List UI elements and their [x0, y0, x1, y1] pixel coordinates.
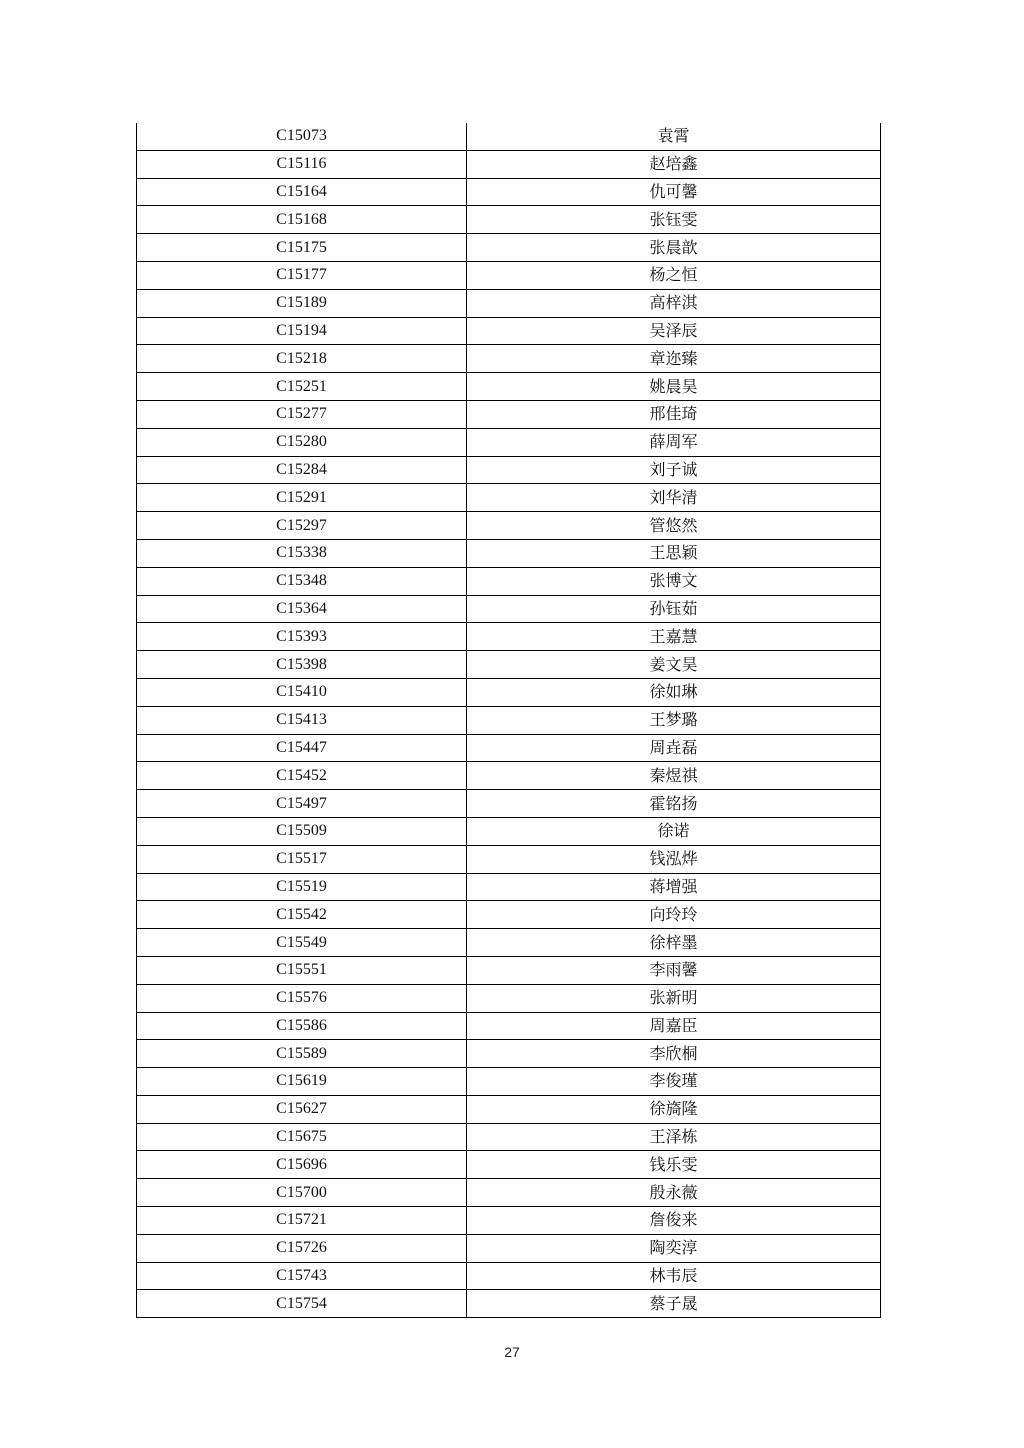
student-name-cell: 霍铭扬 [467, 790, 881, 818]
student-id-cell: C15619 [137, 1068, 467, 1096]
table-row [137, 1123, 881, 1151]
student-id-cell: C15194 [137, 317, 467, 345]
table-row [137, 1068, 881, 1096]
student-id-cell: C15073 [137, 123, 467, 150]
student-id-cell: C15277 [137, 400, 467, 428]
student-id-cell: C15509 [137, 817, 467, 845]
student-name-cell: 徐如琳 [467, 678, 881, 706]
student-id-cell: C15589 [137, 1040, 467, 1068]
student-name-cell: 蔡子晟 [467, 1290, 881, 1318]
student-name-cell: 姚晨昊 [467, 373, 881, 401]
student-id-cell: C15168 [137, 206, 467, 234]
student-id-cell: C15189 [137, 289, 467, 317]
student-id-cell: C15364 [137, 595, 467, 623]
student-name-cell: 王思颖 [467, 539, 881, 567]
student-name-cell: 王梦璐 [467, 706, 881, 734]
table-row [137, 762, 881, 790]
student-id-cell: C15338 [137, 539, 467, 567]
table-row [137, 400, 881, 428]
student-id-cell: C15410 [137, 678, 467, 706]
student-id-cell: C15291 [137, 484, 467, 512]
student-id-cell: C15447 [137, 734, 467, 762]
student-name-cell: 徐旖隆 [467, 1095, 881, 1123]
table-row [137, 1151, 881, 1179]
student-id-cell: C15586 [137, 1012, 467, 1040]
table-row [137, 178, 881, 206]
student-id-cell: C15284 [137, 456, 467, 484]
table-row [137, 956, 881, 984]
student-id-cell: C15551 [137, 956, 467, 984]
student-name-cell: 仇可馨 [467, 178, 881, 206]
table-row [137, 845, 881, 873]
student-name-cell: 姜文昊 [467, 651, 881, 679]
table-row [137, 1234, 881, 1262]
roster-table-body [137, 123, 881, 1318]
table-row [137, 873, 881, 901]
roster-table [136, 123, 881, 1318]
student-name-cell: 管悠然 [467, 512, 881, 540]
student-id-cell: C15726 [137, 1234, 467, 1262]
student-name-cell: 张博文 [467, 567, 881, 595]
student-name-cell: 邢佳琦 [467, 400, 881, 428]
table-row [137, 623, 881, 651]
student-id-cell: C15696 [137, 1151, 467, 1179]
student-name-cell: 钱泓烨 [467, 845, 881, 873]
student-name-cell: 王泽栋 [467, 1123, 881, 1151]
student-name-cell: 秦煜祺 [467, 762, 881, 790]
student-name-cell: 林韦辰 [467, 1262, 881, 1290]
table-row [137, 345, 881, 373]
table-row [137, 651, 881, 679]
student-name-cell: 孙钰茹 [467, 595, 881, 623]
student-id-cell: C15542 [137, 901, 467, 929]
table-row [137, 234, 881, 262]
table-row [137, 484, 881, 512]
student-name-cell: 殷永薇 [467, 1179, 881, 1207]
student-name-cell: 刘子诚 [467, 456, 881, 484]
table-row [137, 206, 881, 234]
table-row [137, 984, 881, 1012]
table-row [137, 929, 881, 957]
table-row [137, 734, 881, 762]
table-row [137, 678, 881, 706]
student-id-cell: C15177 [137, 261, 467, 289]
student-id-cell: C15743 [137, 1262, 467, 1290]
student-id-cell: C15218 [137, 345, 467, 373]
student-id-cell: C15700 [137, 1179, 467, 1207]
student-name-cell: 钱乐雯 [467, 1151, 881, 1179]
student-name-cell: 高梓淇 [467, 289, 881, 317]
student-id-cell: C15116 [137, 150, 467, 178]
student-id-cell: C15517 [137, 845, 467, 873]
table-row [137, 567, 881, 595]
student-id-cell: C15398 [137, 651, 467, 679]
table-row [137, 289, 881, 317]
table-row [137, 1262, 881, 1290]
student-id-cell: C15251 [137, 373, 467, 401]
student-id-cell: C15497 [137, 790, 467, 818]
student-id-cell: C15413 [137, 706, 467, 734]
table-row [137, 1207, 881, 1235]
table-row [137, 817, 881, 845]
table-row [137, 317, 881, 345]
student-id-cell: C15721 [137, 1207, 467, 1235]
student-id-cell: C15452 [137, 762, 467, 790]
table-row [137, 706, 881, 734]
student-id-cell: C15549 [137, 929, 467, 957]
student-name-cell: 徐梓墨 [467, 929, 881, 957]
student-name-cell: 赵培鑫 [467, 150, 881, 178]
student-id-cell: C15280 [137, 428, 467, 456]
student-name-cell: 薛周军 [467, 428, 881, 456]
student-id-cell: C15519 [137, 873, 467, 901]
student-name-cell: 詹俊来 [467, 1207, 881, 1235]
student-id-cell: C15175 [137, 234, 467, 262]
table-row [137, 790, 881, 818]
table-row [137, 539, 881, 567]
table-row [137, 373, 881, 401]
table-row [137, 595, 881, 623]
student-name-cell: 杨之恒 [467, 261, 881, 289]
student-name-cell: 李欣桐 [467, 1040, 881, 1068]
student-name-cell: 蒋增强 [467, 873, 881, 901]
student-name-cell: 张晨歆 [467, 234, 881, 262]
student-id-cell: C15675 [137, 1123, 467, 1151]
table-row [137, 512, 881, 540]
page-number: 27 [504, 1344, 520, 1360]
student-name-cell: 徐诺 [467, 817, 881, 845]
table-row [137, 901, 881, 929]
student-id-cell: C15393 [137, 623, 467, 651]
student-name-cell: 吴泽辰 [467, 317, 881, 345]
student-name-cell: 李雨馨 [467, 956, 881, 984]
table-row [137, 150, 881, 178]
student-name-cell: 张钰雯 [467, 206, 881, 234]
student-name-cell: 李俊瑾 [467, 1068, 881, 1096]
table-row [137, 1012, 881, 1040]
student-id-cell: C15627 [137, 1095, 467, 1123]
student-name-cell: 刘华清 [467, 484, 881, 512]
table-row [137, 456, 881, 484]
student-name-cell: 周垚磊 [467, 734, 881, 762]
student-name-cell: 王嘉慧 [467, 623, 881, 651]
table-row [137, 123, 881, 150]
table-row [137, 1095, 881, 1123]
student-id-cell: C15348 [137, 567, 467, 595]
table-row [137, 1040, 881, 1068]
student-id-cell: C15754 [137, 1290, 467, 1318]
student-id-cell: C15297 [137, 512, 467, 540]
student-name-cell: 周嘉臣 [467, 1012, 881, 1040]
table-row [137, 1290, 881, 1318]
student-name-cell: 袁霄 [467, 123, 881, 150]
table-row [137, 428, 881, 456]
table-row [137, 1179, 881, 1207]
student-name-cell: 向玲玲 [467, 901, 881, 929]
student-name-cell: 陶奕淳 [467, 1234, 881, 1262]
table-row [137, 261, 881, 289]
student-id-cell: C15164 [137, 178, 467, 206]
student-name-cell: 张新明 [467, 984, 881, 1012]
student-id-cell: C15576 [137, 984, 467, 1012]
student-name-cell: 章迩臻 [467, 345, 881, 373]
